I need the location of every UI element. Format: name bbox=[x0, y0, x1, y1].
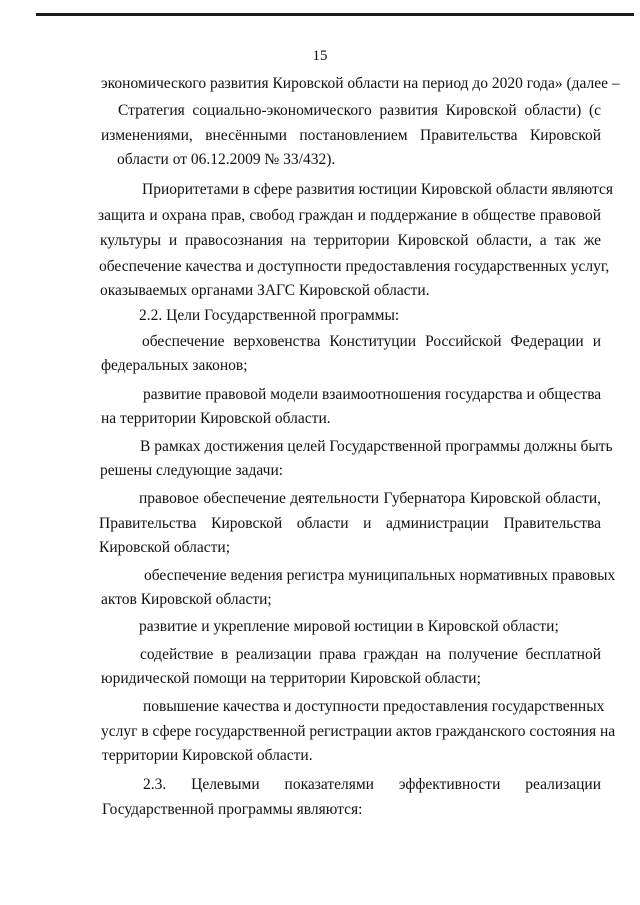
text-line: обеспечение качества и доступности предоставления государственных услуг, bbox=[99, 258, 610, 275]
text-line: культуры и правосознания на территории Кировской области, а так же bbox=[100, 232, 601, 249]
text-line: территории Кировской области. bbox=[102, 747, 313, 764]
text-line: области от 06.12.2009 № 33/432). bbox=[117, 151, 336, 168]
text-line: решены следующие задачи: bbox=[100, 462, 284, 479]
text-line: повышение качества и доступности предоставления государственных bbox=[143, 698, 605, 715]
text-line: Стратегия социально-экономического развития Кировской области) (с bbox=[118, 102, 601, 119]
text-line: обеспечение верховенства Конституции Российской Федерации и bbox=[142, 333, 601, 350]
text-line: Правительства Кировской области и администрации Правительства bbox=[99, 515, 601, 532]
text-line: развитие и укрепление мировой юстиции в Кировской области; bbox=[139, 618, 559, 635]
text-line: В рамках достижения целей Государственной программы должны быть bbox=[140, 438, 613, 455]
text-line: правовое обеспечение деятельности Губернатора Кировской области, bbox=[139, 490, 601, 507]
text-line: экономического развития Кировской области на период до 2020 года» (далее – bbox=[101, 75, 620, 92]
page-top-rule bbox=[36, 13, 634, 16]
text-line: услуг в сфере государственной регистрации актов гражданского состояния на bbox=[101, 723, 616, 740]
text-line: на территории Кировской области. bbox=[101, 410, 331, 427]
text-line: развитие правовой модели взаимоотношения государства и общества bbox=[143, 386, 602, 403]
text-line: Приоритетами в сфере развития юстиции Кировской области являются bbox=[142, 181, 613, 198]
text-line: защита и охрана прав, свобод граждан и поддержание в обществе правовой bbox=[98, 207, 601, 224]
text-line: актов Кировской области; bbox=[101, 591, 272, 608]
page-number: 15 bbox=[312, 48, 328, 64]
text-line: Кировской области; bbox=[99, 539, 231, 556]
text-line: обеспечение ведения регистра муниципальных нормативных правовых bbox=[144, 567, 616, 584]
text-line: содействие в реализации права граждан на получение бесплатной bbox=[140, 646, 601, 663]
text-line: изменениями, внесёнными постановлением Правительства Кировской bbox=[101, 127, 601, 144]
text-line: оказываемых органами ЗАГС Кировской области. bbox=[100, 282, 430, 299]
text-line: федеральных законов; bbox=[101, 357, 248, 374]
text-line: юридической помощи на территории Кировской области; bbox=[101, 670, 481, 687]
section-heading: 2.3. Целевыми показателями эффективности реализации bbox=[143, 776, 601, 793]
section-heading: 2.2. Цели Государственной программы: bbox=[139, 307, 400, 324]
text-line: Государственной программы являются: bbox=[102, 801, 363, 818]
